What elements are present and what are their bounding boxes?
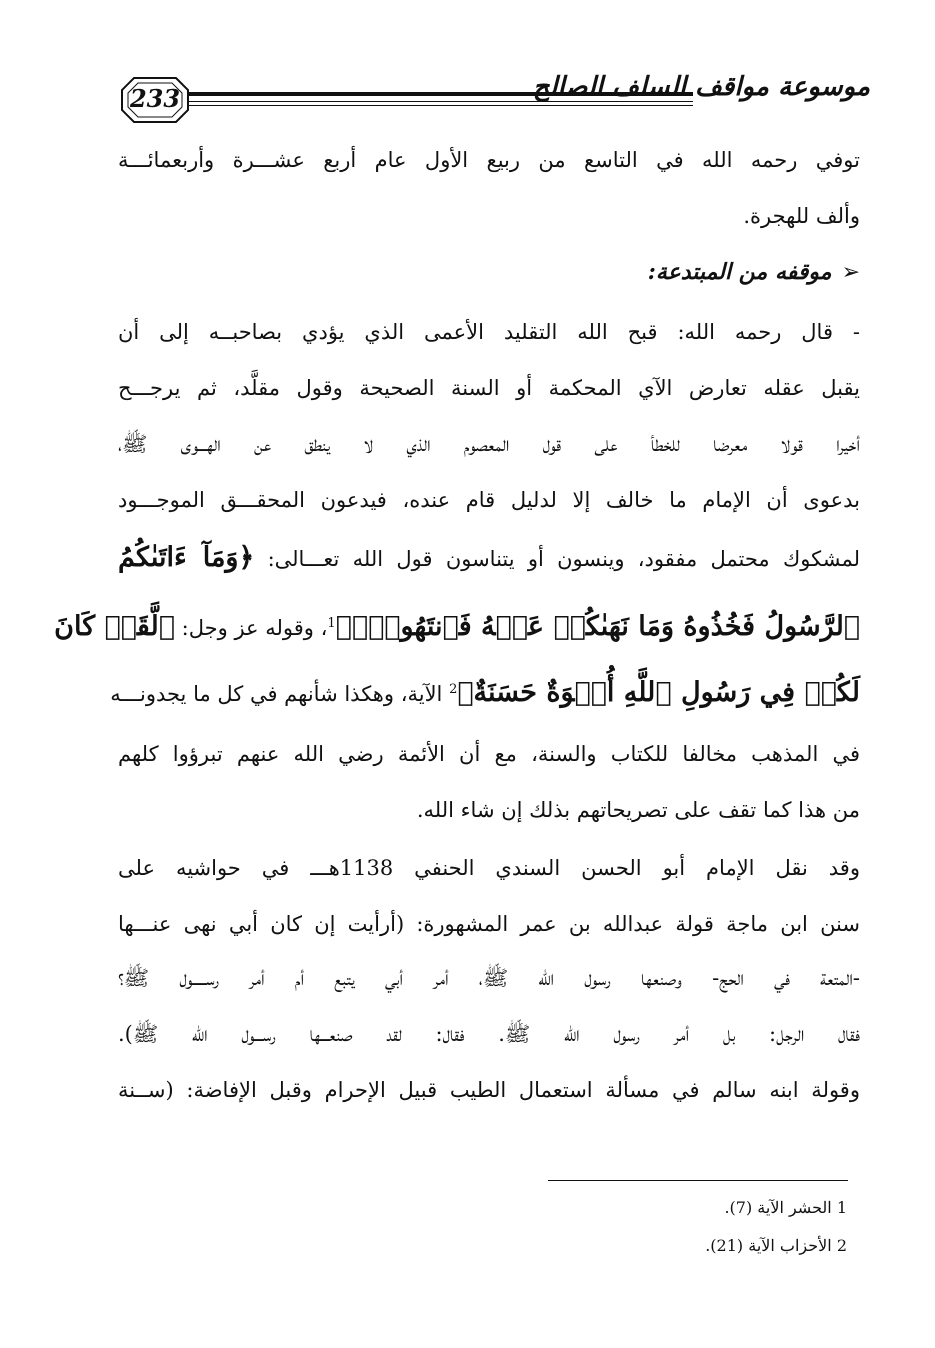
header-rule-thin (188, 105, 693, 106)
text-segment: لمشكوك محتمل مفقود، وينسون أو يتناسون قول الله تعـــالى: (267, 547, 860, 571)
text-line: أخيرا قولا معرضا للخطأ على قول المعصوم الذي لا ينطق عن الهـــوى ﷺ، (118, 432, 860, 456)
section-heading (118, 252, 860, 293)
page-number: 233 (129, 84, 181, 113)
footnote-separator (548, 1180, 848, 1181)
quran-verse: ﴿وَمَآ ءَاتَىٰكُمُ (118, 542, 255, 573)
text-line: توفي رحمه الله في التاسع من ربيع الأول عام أربع عشـــرة وأربعمائـــة (118, 148, 860, 172)
footnote: 2 الأحزاب الآية (21). (705, 1236, 847, 1255)
text-line: وألف للهجرة. (743, 204, 860, 228)
text-line: وقد نقل الإمام أبو الحسن السندي الحنفي 1138هـــ في حواشيه على (118, 856, 860, 880)
text-line: بدعوى أن الإمام ما خالف إلا لدليل قام عنده، فيدعون المحقـــق الموجـــود (118, 488, 860, 512)
footnote-mark[interactable]: 2 (449, 682, 458, 697)
text-line-with-verse (54, 604, 860, 644)
quran-verse: ٱلرَّسُولُ فَخُذُوهُ وَمَا نَهَىٰكُمۡ عَنۡهُ فَٱنتَهُواْۚ﴾ (335, 611, 860, 642)
text-segment: الآية، وهكذا شأنهم في كل ما يجدونـــه (110, 682, 443, 706)
text-line: سنن ابن ماجة قولة عبدالله بن عمر المشهورة: (أرأيت إن كان أبي نهى عنـــها (118, 912, 860, 936)
page-number-badge (120, 74, 190, 126)
text-line-with-verse (110, 670, 860, 710)
arrow-marker-icon: ➢ (841, 260, 860, 285)
text-line: فقال الرجل: بل أمر رسول الله ﷺ. فقال: لقد صنعـــها رســـول الله ﷺ). (118, 1022, 860, 1046)
text-line: يقبل عقله تعارض الآي المحكمة أو السنة الصحيحة وقول مقلَّد، ثم يرجـــح (118, 376, 860, 400)
quran-verse: لَكُمۡ فِي رَسُولِ ٱللَّهِ أُسۡوَةٌ حَسَنَةٌ﴾ (457, 677, 860, 708)
series-title: موسوعة مواقف السلف الصالح (532, 72, 870, 102)
text-segment: ، وقوله عز وجل: (181, 616, 328, 640)
quran-verse: ﴿لَّقَدۡ كَانَ (54, 611, 175, 642)
text-line: في المذهب مخالفا للكتاب والسنة، مع أن الأئمة رضي الله عنهم تبرؤوا كلهم (118, 742, 860, 766)
footnote: 1 الحشر الآية (7). (724, 1198, 847, 1217)
footnote-mark[interactable]: 1 (327, 616, 336, 631)
text-line: وقولة ابنه سالم في مسألة استعمال الطيب قبيل الإحرام وقبل الإفاضة: (ســنة (118, 1078, 860, 1102)
text-line-with-verse (118, 538, 860, 578)
text-line: من هذا كما تقف على تصريحاتهم بذلك إن شاء الله. (416, 798, 860, 822)
page-header (110, 70, 870, 130)
section-heading-text: موقفه من المبتدعة: (647, 259, 832, 285)
text-line: - قال رحمه الله: قبح الله التقليد الأعمى الذي يؤدي بصاحبــه إلى أن (118, 320, 860, 344)
text-line: -المتعة في الحج- وصنعها رسول الله ﷺ، أمر أبي يتبع أم أمر رســـــول ﷺ؟ (118, 966, 860, 990)
